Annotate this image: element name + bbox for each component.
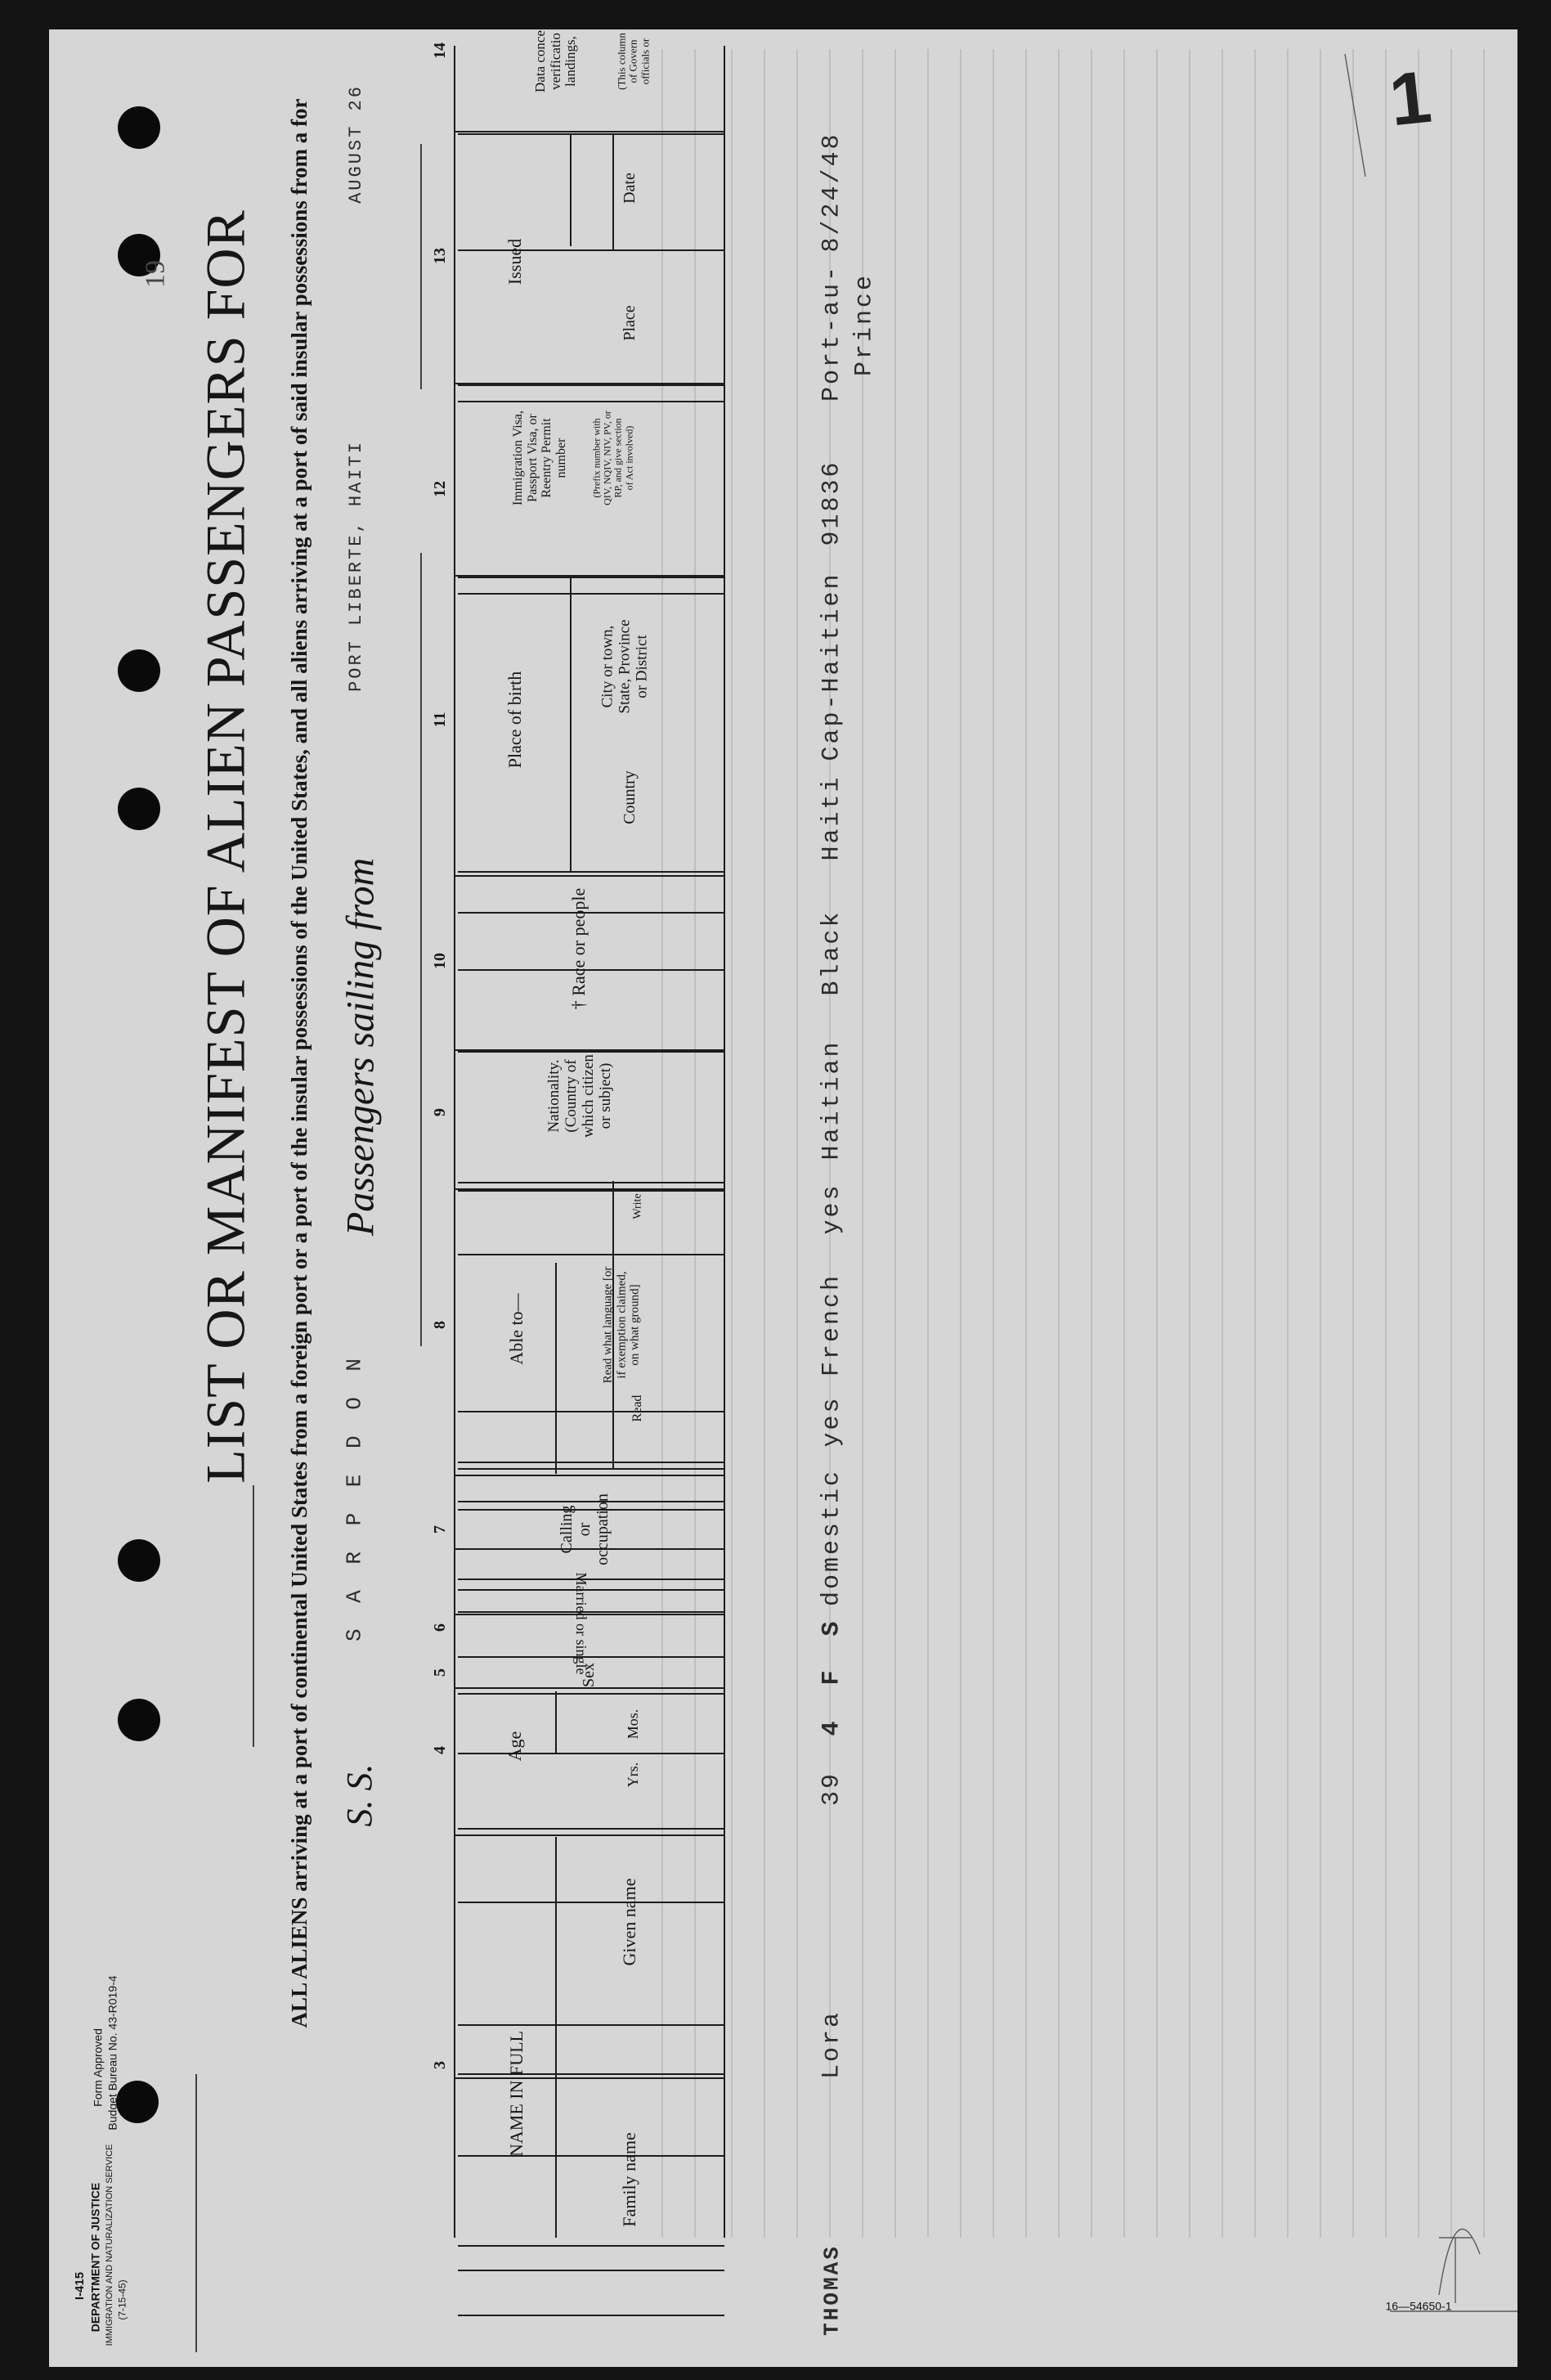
col-number-13: 13 (431, 248, 449, 264)
cell-occupation: domestic (818, 1468, 846, 1607)
header-race: † Race or people (567, 887, 589, 1010)
header-visa-note: (Prefix number with QIV, NQIV, NIV, PV, or RP, and give section of Act involved) (590, 411, 635, 505)
sailing-label: Passengers sailing from (338, 857, 383, 1237)
header-write: Write (631, 1193, 644, 1219)
header-yrs: Yrs. (625, 1762, 642, 1788)
page-subtitle: ALL ALIENS arriving at a port of continental United States from a foreign port or a port of the insular possessions of the United States, and all aliens arriving at a port of said insular possessions from a for (287, 98, 312, 2028)
col-number-3: 3 (431, 2061, 449, 2069)
header-issued: Issued (504, 238, 525, 285)
ledger-lines (662, 49, 1484, 2238)
cell-issued-place-1: Port-au- (818, 263, 846, 402)
header-name-in-full: NAME IN FULL (505, 2031, 527, 2157)
cell-given-name: Lora (818, 2010, 846, 2080)
header-nationality: Nationality. (Country of which citizen or subject) (545, 1054, 614, 1138)
cell-issued-date: 8/24/48 (818, 132, 846, 253)
header-read-language: Read what language [or if exemption claimed, on what ground] (601, 1266, 642, 1384)
form-department: DEPARTMENT OF JUSTICE (88, 2182, 102, 2333)
page-title: LIST OR MANIFEST OF ALIEN PASSENGERS FOR (194, 209, 257, 1484)
table-grid (455, 46, 724, 2315)
cell-write: yes (818, 1183, 846, 1235)
form-service: IMMIGRATION AND NATURALIZATION SERVICE (104, 2144, 114, 2346)
cell-married: S (818, 1619, 846, 1637)
form-approval-line1: Form Approved (91, 2028, 105, 2107)
header-given-name: Given name (618, 1878, 639, 1966)
cell-nationality: Haitian (818, 1040, 846, 1161)
punch-hole (118, 788, 160, 830)
cell-read: yes (818, 1395, 846, 1448)
cell-birth-city: Cap-Haitien (818, 572, 846, 761)
header-data-concerning: Data conce verificatio landings, (531, 30, 579, 92)
punch-hole (118, 1699, 160, 1741)
sailing-date: AUGUST 26 (345, 84, 366, 204)
punch-hole (118, 106, 160, 149)
cell-issued-place-2: Prince (850, 272, 879, 377)
punch-hole (118, 1539, 160, 1582)
cell-race: Black (818, 909, 846, 996)
punch-hole (116, 2081, 159, 2123)
form-number: I-415 (72, 2271, 87, 2301)
pencil-marks (1345, 54, 1517, 2311)
header-married: Married or single (572, 1572, 589, 1675)
vessel-label: S. S. (338, 1763, 379, 1827)
year-mark: 19 (140, 260, 171, 288)
form-ruling (49, 29, 1517, 2367)
cell-family-name: THOMAS (819, 2244, 845, 2336)
form-approval-line2: Budget Bureau No. 43-R019-4 (105, 1975, 119, 2131)
col-number-12: 12 (431, 481, 449, 497)
cell-visa-number: 91836 (818, 460, 846, 546)
punch-hole (118, 649, 160, 692)
col-number-4: 4 (431, 1746, 449, 1754)
col-number-9: 9 (431, 1108, 449, 1116)
header-city: City or town, State, Province or District (598, 619, 651, 714)
col-number-5: 5 (431, 1668, 449, 1677)
header-data-note: (This column of Govern officials or (615, 33, 652, 90)
header-place-of-birth: Place of birth (504, 671, 525, 769)
col-number-6: 6 (431, 1623, 449, 1632)
header-date: Date (621, 173, 639, 204)
cell-birth-country: Haiti (818, 775, 846, 861)
departure-port: PORT LIBERTE, HAITI (345, 440, 366, 692)
header-able-to: Able to— (505, 1293, 527, 1365)
header-calling: Calling or occupation (558, 1493, 612, 1565)
page-number: 1 (1385, 56, 1436, 142)
col-number-7: 7 (431, 1525, 449, 1534)
header-mos: Mos. (625, 1709, 642, 1740)
col-number-14: 14 (431, 43, 449, 59)
cell-language: French (818, 1273, 846, 1377)
cell-age-mos: 4 (818, 1718, 846, 1736)
header-place: Place (621, 305, 639, 341)
header-visa: Immigration Visa, Passport Visa, or Reentry Permit number (510, 410, 568, 506)
header-read: Read (630, 1394, 645, 1422)
col-number-8: 8 (431, 1321, 449, 1329)
col-number-10: 10 (431, 953, 449, 969)
print-code: 16—54650-1 (1385, 2299, 1452, 2313)
header-country: Country (621, 770, 639, 824)
vessel-name: S A R P E D O N (342, 1351, 367, 1642)
header-age: Age (504, 1731, 525, 1762)
cell-age-yrs: 39 (818, 1771, 846, 1807)
header-sex: Sex (580, 1663, 598, 1687)
form-revision: (7-15-45) (116, 2279, 128, 2320)
header-family-name: Family name (618, 2132, 639, 2227)
col-number-11: 11 (431, 712, 449, 728)
cell-sex: F (818, 1668, 846, 1686)
